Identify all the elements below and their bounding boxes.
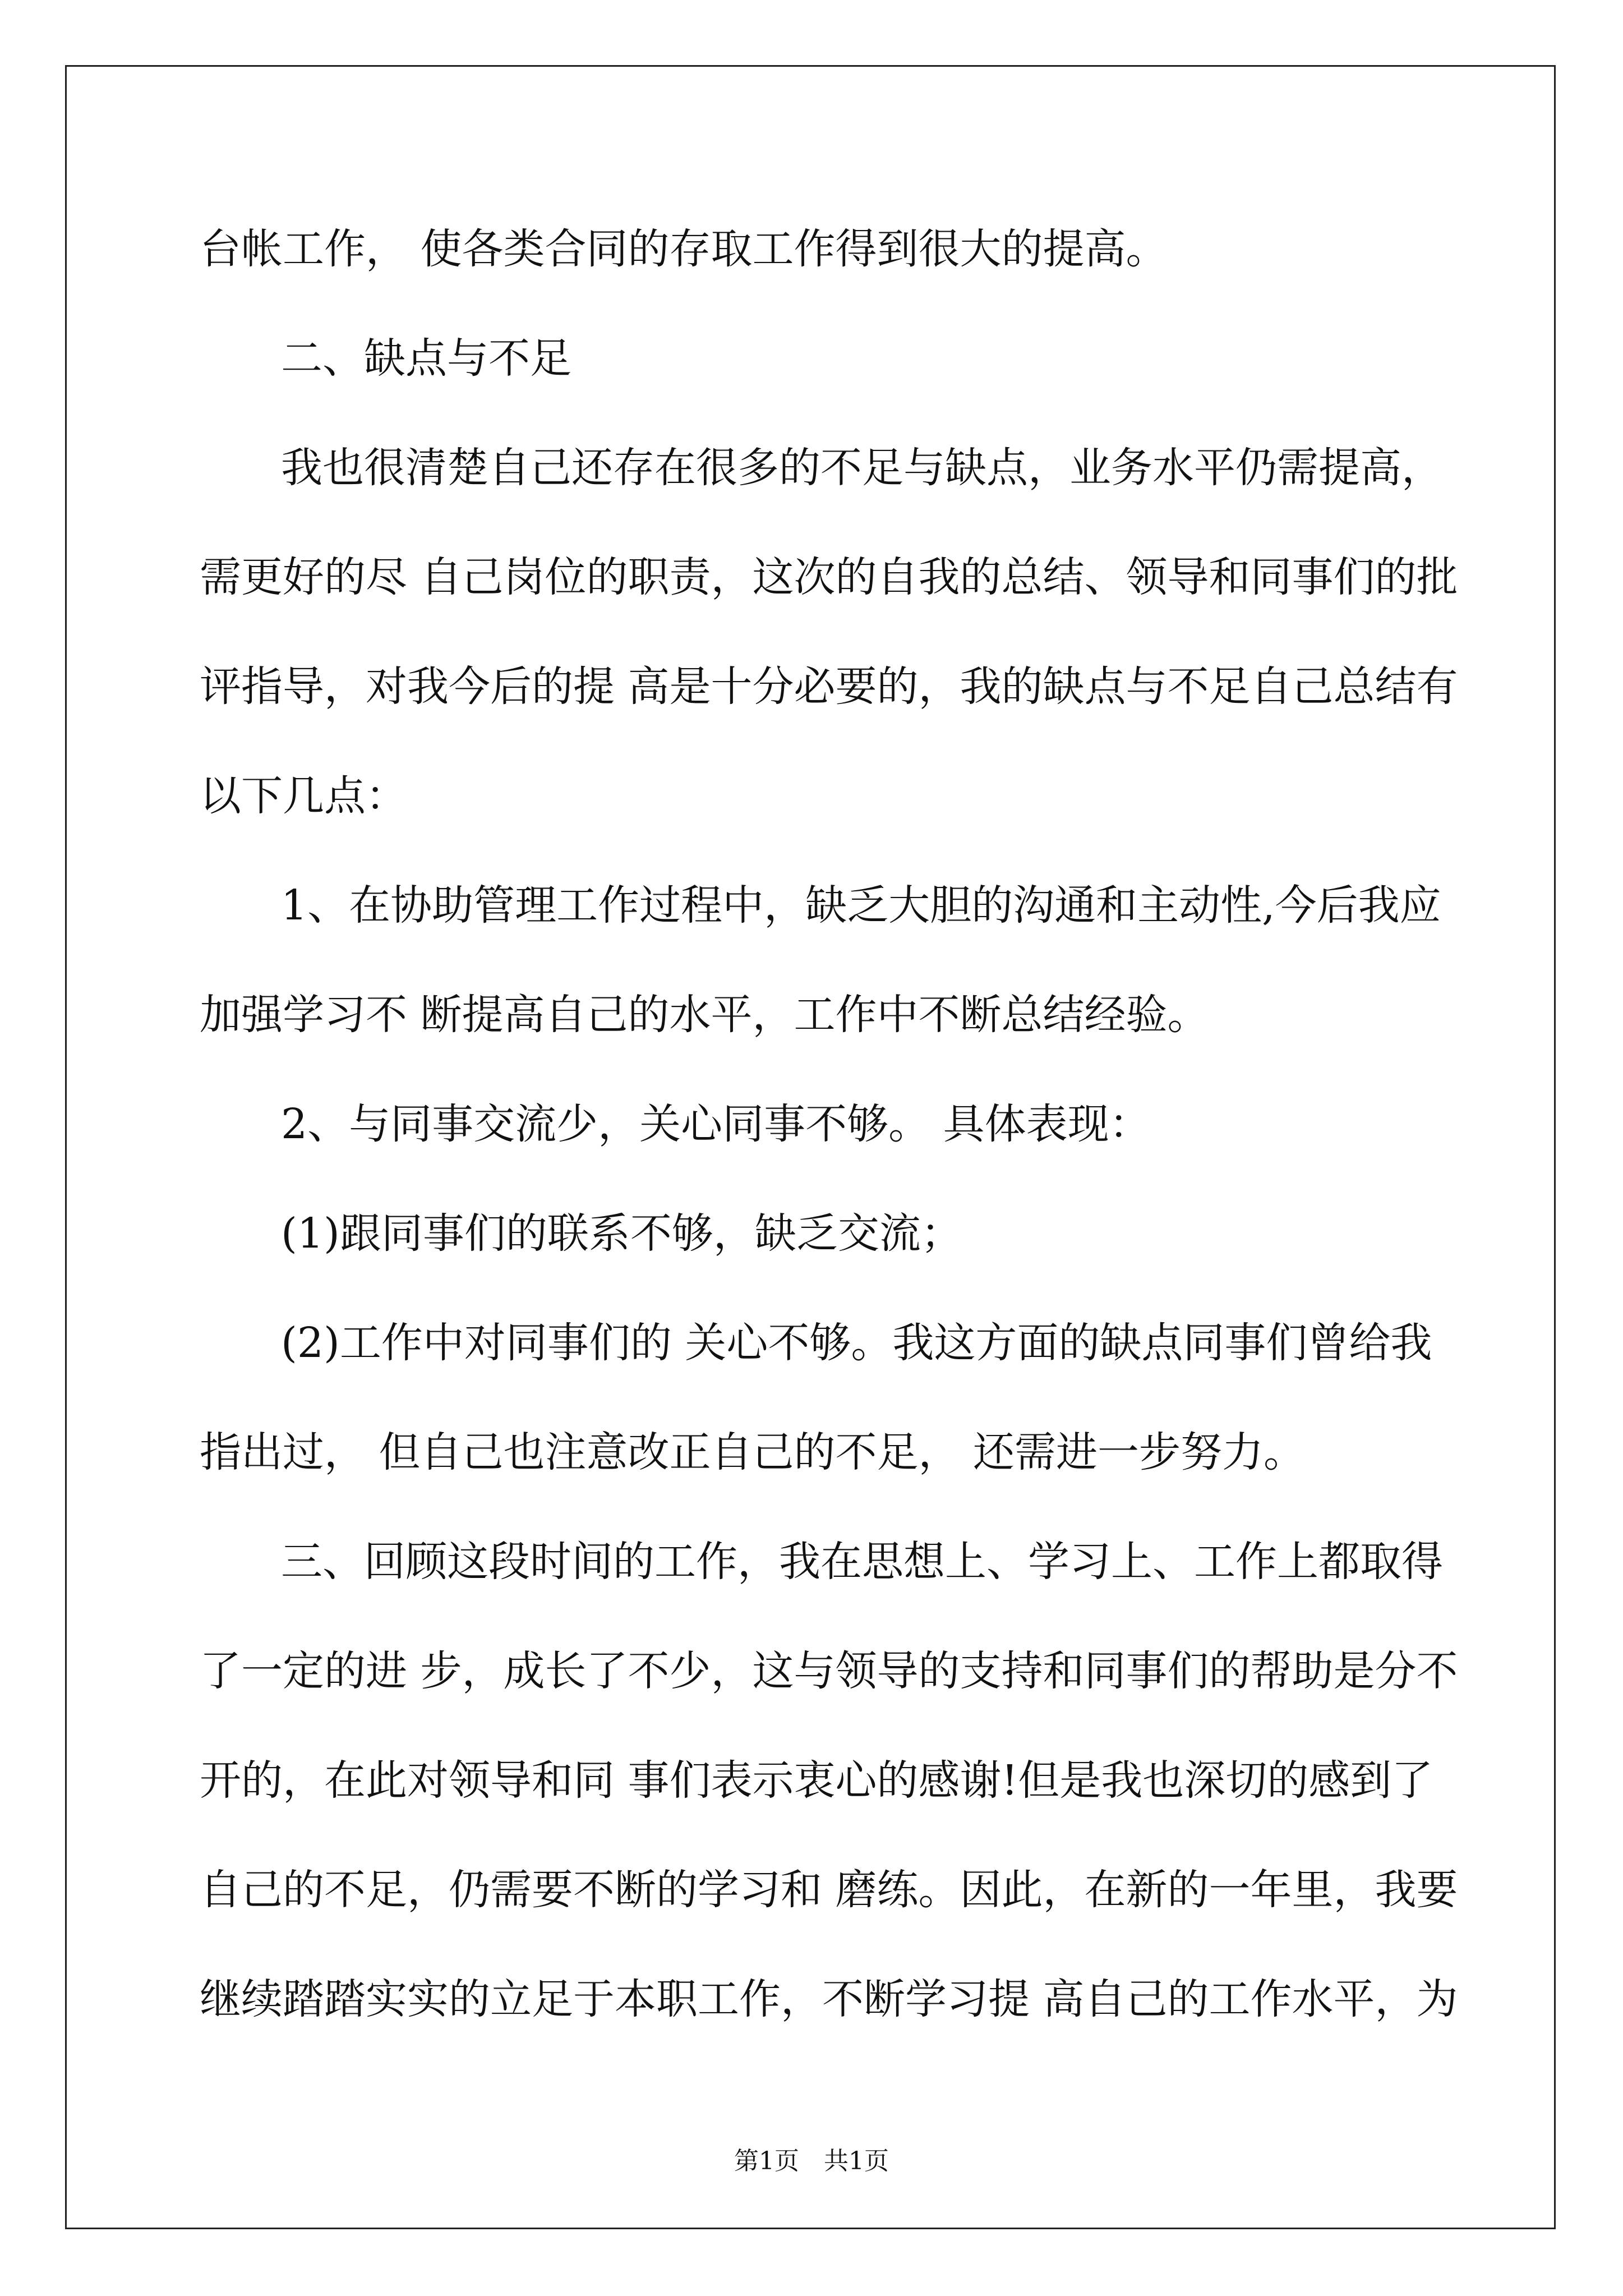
section-heading: 二、缺点与不足: [281, 334, 571, 383]
text-line: 加强学习不 断提高自己的水平，工作中不断总结经验。: [200, 991, 1209, 1039]
text-line: 三、回顾这段时间的工作，我在思想上、学习上、工作上都取得: [281, 1538, 1443, 1586]
text-line: 台帐工作， 使各类合同的存取工作得到很大的提高。: [200, 225, 1168, 273]
text-line: 评指导，对我今后的提 高是十分必要的，我的缺点与不足自己总结有: [200, 662, 1458, 711]
text-line: 指出过， 但自己也注意改正自己的不足， 还需进一步努力。: [200, 1428, 1306, 1476]
text-line: 开的，在此对领导和同 事们表示衷心的感谢!但是我也深切的感到了: [200, 1756, 1433, 1805]
text-line: 了一定的进 步，成长了不少，这与领导的支持和同事们的帮助是分不: [200, 1647, 1458, 1695]
text-line: 2、与同事交流少，关心同事不够。 具体表现：: [281, 1100, 1151, 1148]
text-line: (2)工作中对同事们的 关心不够。我这方面的缺点同事们曾给我: [281, 1319, 1432, 1367]
text-line: (1)跟同事们的联系不够，缺乏交流；: [281, 1209, 962, 1258]
text-line: 需更好的尽 自己岗位的职责，这次的自我的总结、领导和同事们的批: [200, 553, 1458, 601]
page-footer: 第1页 共1页: [734, 2147, 889, 2175]
text-line: 我也很清楚自己还存在很多的不足与缺点，业务水平仍需提高，: [281, 444, 1443, 492]
text-line: 自己的不足，仍需要不断的学习和 磨练。因此，在新的一年里，我要: [200, 1866, 1458, 1914]
text-line: 继续踏踏实实的立足于本职工作，不断学习提 高自己的工作水平，为: [200, 1975, 1458, 2023]
text-line: 1、在协助管理工作过程中，缺乏大胆的沟通和主动性,今后我应: [281, 881, 1441, 930]
text-line: 以下几点：: [200, 772, 407, 820]
